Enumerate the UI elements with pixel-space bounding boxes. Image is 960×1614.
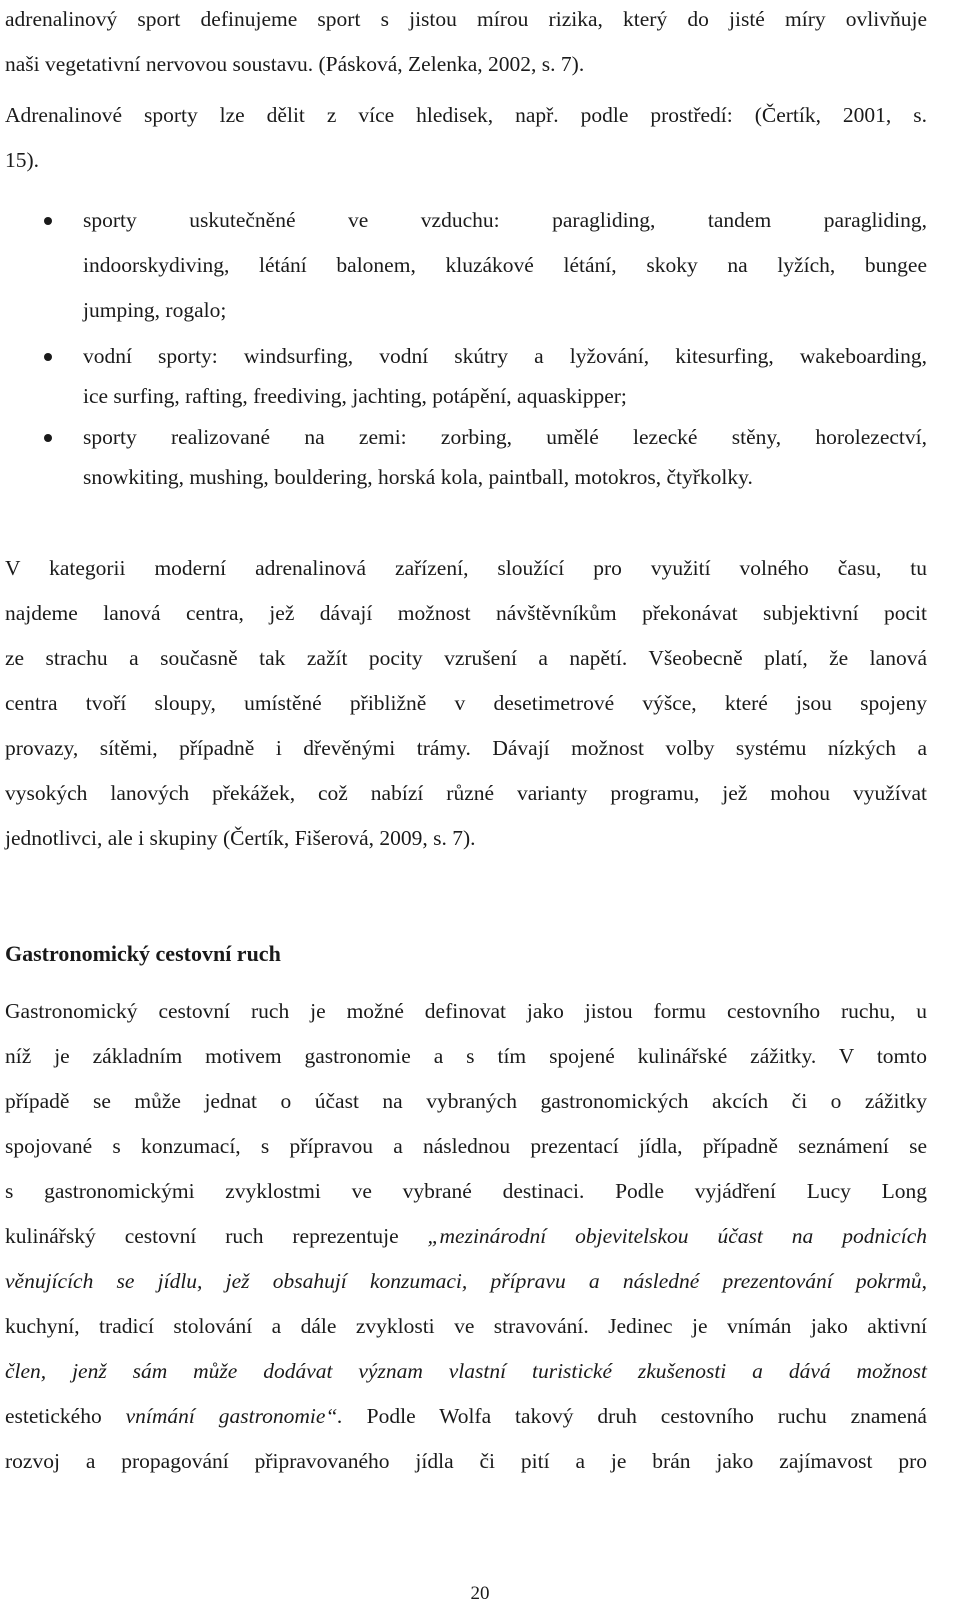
text-line: V kategorii moderní adrenalinová zařízení, sloužící pro využití volného času, tu bbox=[5, 556, 927, 580]
list-item-line: indoorskydiving, létání balonem, kluzákové létání, skoky na lyžích, bungee bbox=[83, 253, 927, 277]
text-line: jednotlivci, ale i skupiny (Čertík, Fišerová, 2009, s. 7). bbox=[5, 826, 476, 850]
text-line: kuchyní, tradicí stolování a dále zvyklosti ve stravování. Jedinec je vnímán jako aktivní bbox=[5, 1314, 927, 1338]
text-line: vysokých lanových překážek, což nabízí různé varianty programu, jež mohou využívat bbox=[5, 781, 927, 805]
list-item-line: sporty uskutečněné ve vzduchu: paragliding, tandem paragliding, bbox=[83, 208, 927, 232]
text-line bbox=[5, 1402, 927, 1430]
list-item-line: snowkiting, mushing, bouldering, horská kola, paintball, motokros, čtyřkolky. bbox=[83, 465, 753, 489]
text-line: spojované s konzumací, s přípravou a následnou prezentací jídla, případně seznámení se bbox=[5, 1134, 927, 1158]
text-line: s gastronomickými zvyklostmi ve vybrané destinaci. Podle vyjádření Lucy Long bbox=[5, 1179, 927, 1203]
text-span: kulinářský cestovní ruch reprezentuje bbox=[5, 1224, 428, 1248]
bullet-icon bbox=[44, 353, 52, 361]
text-line: naši vegetativní nervovou soustavu. (Pásková, Zelenka, 2002, s. 7). bbox=[5, 52, 585, 76]
text-line: 15). bbox=[5, 148, 40, 172]
text-line: centra tvoří sloupy, umístěné přibližně v desetimetrové výšce, které jsou spojeny bbox=[5, 691, 927, 715]
text-line: případě se může jednat o účast na vybraných gastronomických akcích či o zážitky bbox=[5, 1089, 927, 1113]
text-span: , bbox=[921, 1269, 927, 1293]
bullet-icon bbox=[44, 434, 52, 442]
text-line: ze strachu a současně tak zažít pocity vzrušení a napětí. Všeobecně platí, že lanová bbox=[5, 646, 927, 670]
list-item-line: sporty realizované na zemi: zorbing, umělé lezecké stěny, horolezectví, bbox=[83, 425, 927, 449]
text-line: provazy, sítěmi, případně i dřevěnými trámy. Dávají možnost volby systému nízkých a bbox=[5, 736, 927, 760]
text-line bbox=[5, 1357, 927, 1385]
text-span: estetického bbox=[5, 1404, 126, 1428]
text-line: níž je základním motivem gastronomie a s tím spojené kulinářské zážitky. V tomto bbox=[5, 1044, 927, 1068]
text-line bbox=[5, 1267, 927, 1295]
text-line: adrenalinový sport definujeme sport s jistou mírou rizika, který do jisté míry ovlivňuje bbox=[5, 7, 927, 31]
quote-span: vnímání gastronomie“. bbox=[125, 1404, 343, 1428]
section-heading: Gastronomický cestovní ruch bbox=[5, 941, 281, 966]
list-item-line: vodní sporty: windsurfing, vodní skútry a lyžování, kitesurfing, wakeboarding, bbox=[83, 344, 927, 368]
quote-span: člen, jenž sám může dodávat význam vlastní turistické zkušenosti a dává možnost bbox=[5, 1359, 927, 1383]
text-span: Podle Wolfa takový druh cestovního ruchu znamená bbox=[342, 1404, 927, 1428]
list-item-line: jumping, rogalo; bbox=[83, 298, 227, 322]
bullet-icon bbox=[44, 217, 52, 225]
text-line: Gastronomický cestovní ruch je možné definovat jako jistou formu cestovního ruchu, u bbox=[5, 999, 927, 1023]
list-item-line: ice surfing, rafting, freediving, jachting, potápění, aquaskipper; bbox=[83, 384, 627, 408]
text-line bbox=[5, 1222, 927, 1250]
page-number: 20 bbox=[470, 1583, 490, 1604]
text-line: najdeme lanová centra, jež dávají možnost návštěvníkům překonávat subjektivní pocit bbox=[5, 601, 927, 625]
quote-span: „mezinárodní objevitelskou účast na podnicích bbox=[427, 1224, 927, 1248]
text-line: Adrenalinové sporty lze dělit z více hledisek, např. podle prostředí: (Čertík, 2001, s. bbox=[5, 103, 927, 127]
quote-span: věnujících se jídlu, jež obsahují konzumaci, přípravu a následné prezentování pokrmů bbox=[5, 1269, 922, 1293]
text-line: rozvoj a propagování připravovaného jídla či pití a je brán jako zajímavost pro bbox=[5, 1449, 927, 1473]
